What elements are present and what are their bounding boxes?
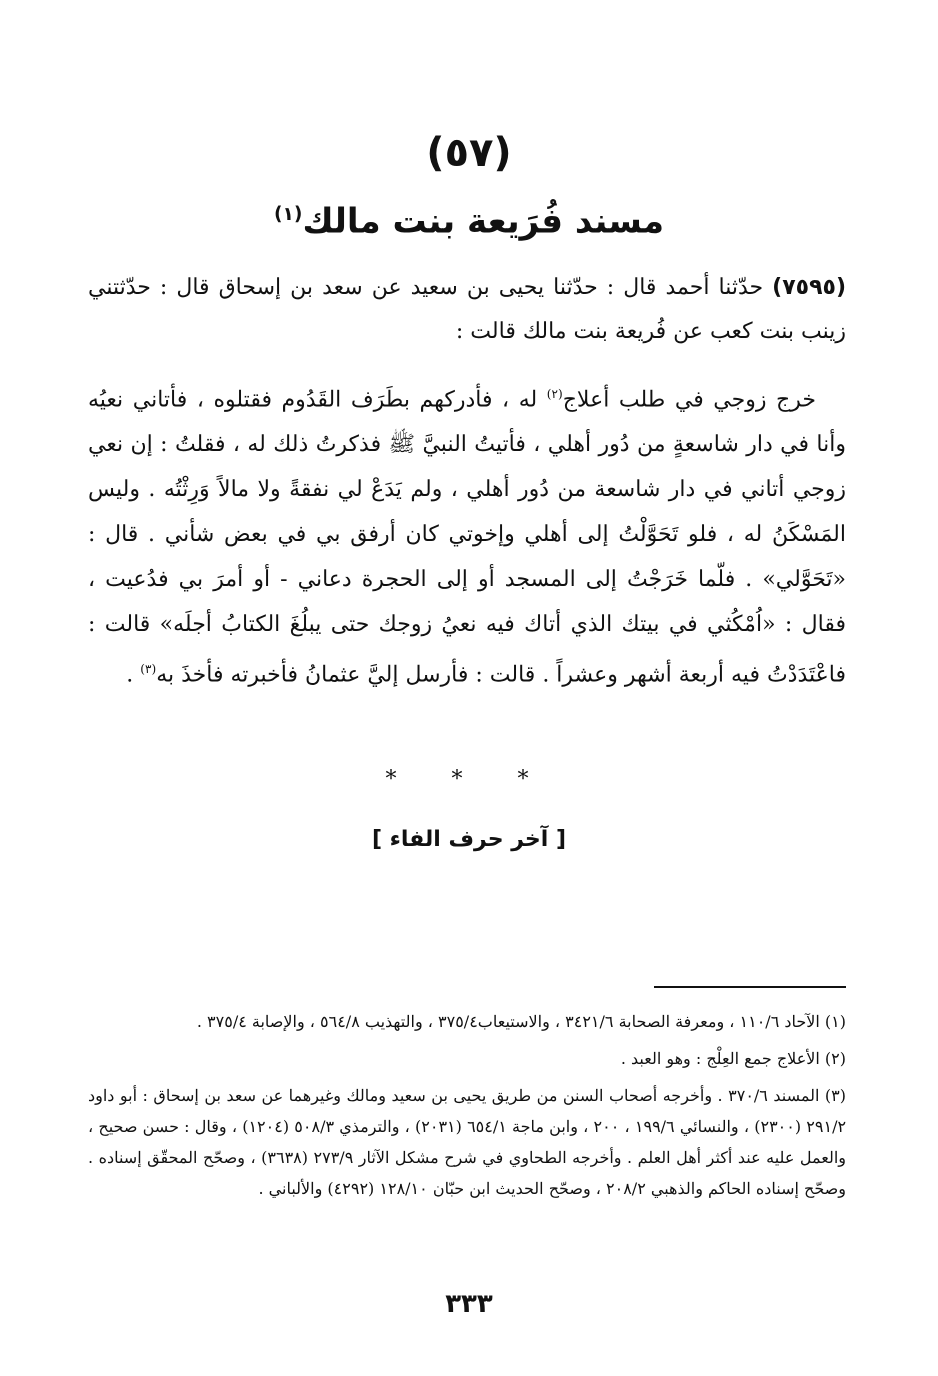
- matn-part-1: خرج زوجي في طلب أعلاج: [562, 387, 816, 413]
- section-end-marker: [ آخر حرف الفاء ]: [371, 827, 567, 852]
- footnote-divider: [654, 986, 846, 988]
- footnote-ref-2: (٢): [546, 387, 563, 401]
- footnote-ref-1: (١): [273, 204, 303, 225]
- matn-end: .: [126, 662, 141, 688]
- page-number: ٣٣٣: [445, 1289, 493, 1319]
- footnote-2: (٢) الأعلاج جمع العِلْج : وهو العبد .: [620, 1049, 846, 1068]
- section-separator: * * *: [385, 767, 553, 792]
- hadith-number: (٧٥٩٥): [772, 275, 846, 300]
- footnote-1: (١) الآحاد ١١٠/٦ ، ومعرفة الصحابة ٣٤٢١/٦ ، والاستيعاب٣٧٥/٤ ، والتهذيب ٥٦٤/٨ ، والإصابة ٣٧٥/٤ .: [196, 1012, 846, 1031]
- chapter-title-text: مسند فُرَيعة بنت مالك: [302, 201, 665, 242]
- footnote-ref-3: (٣): [140, 662, 157, 677]
- isnad-text: حدّثنا أحمد قال : حدّثنا يحيى بن سعيد عن سعد بن إسحاق قال : حدّثتني زينب بنت كعب عن فُريعة بنت مالك قالت :: [88, 275, 846, 344]
- hadith-isnad: [88, 266, 846, 354]
- footnote-3: (٣) المسند ٣٧٠/٦ . وأخرجه أصحاب السنن من طريق يحيى بن سعيد ومالك وغيرهما عن سعد بن إسحاق : أبو داود ٢٩١/٢ (٢٣٠٠) ، والنسائي ١٩٩/٦ ، ٢٠٠ ، وابن ماجة ٦٥٤/١ (٢٠٣١) ، والترمذي ٥٠٨/٣ (١٢٠٤) ، وقال : حسن صحيح ، والعمل عليه عند أكثر أهل العلم . وأخرجه الطحاوي في شرح مشكل الآثار ٢٧٣/٩ (٣٦٣٨) ، وصحّح المحقّق إسناده . وصحّح إسناده الحاكم والذهبي ٢٠٨/٢ ، وصحّح الحديث ابن حبّان ١٢٨/١٠ (٤٢٩٢) والألباني .: [88, 1086, 847, 1198]
- chapter-number: (٥٧): [426, 130, 512, 176]
- matn-part-2: له ، فأدركهم بطَرَف القَدُوم فقتلوه ، فأتاني نعيُه وأنا في دار شاسعةٍ من دُور أهلي ، فأتيتُ النبيَّ ﷺ فذكرتُ ذلك له ، فقلتُ : إن نعي زوجي أتاني في دار شاسعة من دُور أهلي ، ولم يَدَعْ لي نفقةً ولا مالاً وَرِثْتُه . وليس المَسْكَنُ له ، فلو تَحَوَّلْتُ إلى أهلي وإخوتي كان أرفق بي في بعض شأني . قال : «تَحَوَّلي» . فلّما خَرَجْتُ إلى المسجد أو إلى الحجرة دعاني - أو أمرَ بي فدُعيت ، فقال : «اُمْكُثي في بيتك الذي أتاك فيه نعيُ زوجك حتى يبلُغَ الكتابُ أجلَه» قالت : فاعْتَدَدْتُ فيه أربعة أشهر وعشراً . قالت : فأرسل إليَّ عثمانُ فأخبرته فأخذَ به: [88, 387, 846, 688]
- chapter-title: [0, 190, 938, 246]
- footnotes: [88, 1006, 846, 1210]
- hadith-matn: [88, 372, 846, 698]
